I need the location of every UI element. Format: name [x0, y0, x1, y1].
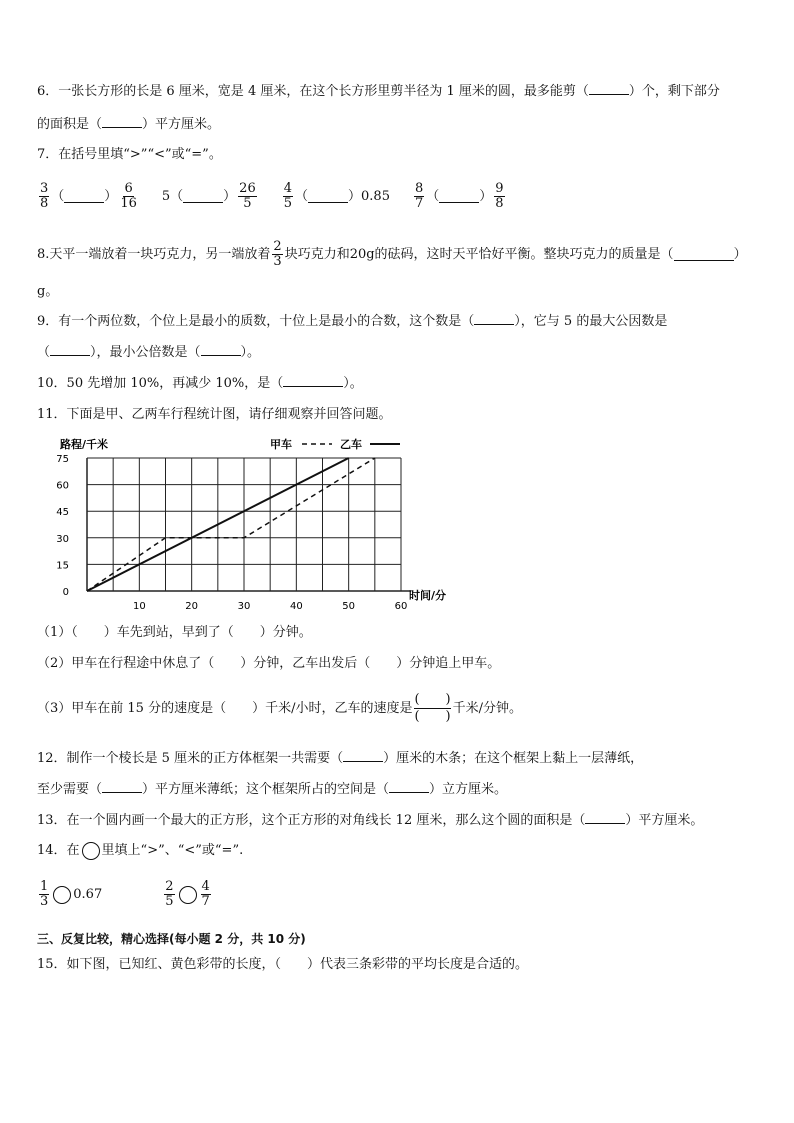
fraction: $\frac{4}{7}$ [201, 879, 210, 909]
q12-line2: 至少需要（ ）平方厘米薄纸；这个框架所占的空间是（ ）立方厘米。 [37, 782, 508, 797]
q14-items [37, 880, 235, 909]
fraction: $\frac{1}{3}$ [40, 879, 49, 909]
q12-blank-2[interactable] [102, 780, 142, 793]
fraction-blank[interactable]: ( ) ( ) [414, 692, 451, 724]
fraction: $\frac{9}{8}$ [495, 181, 504, 211]
q7-item-4: $\frac{8}{7}$ （ ） $\frac{9}{8}$ [414, 181, 504, 211]
q6-line2: 的面积是（ ）平方厘米。 [37, 117, 221, 132]
q12-blank-3[interactable] [389, 780, 429, 793]
q11-sub1: （1）（ ）车先到站，早到了（ ）分钟。 [37, 625, 312, 640]
x-tick-label: 60 [394, 601, 408, 612]
q8-line1: 8.天平一端放着一块巧克力，另一端放着 $\frac{2}{3}$ 块巧克力和20g的砝码，这时天平恰好平衡。整块巧克力的质量是（ ） [37, 239, 747, 269]
q7-blank-1[interactable] [64, 190, 104, 203]
q9-blank-3[interactable] [201, 343, 241, 356]
legend-label-jia: 甲车 [270, 438, 292, 451]
q7-blank-4[interactable] [439, 190, 479, 203]
fraction: $\frac{3}{8}$ [40, 181, 49, 211]
y-tick-label: 0 [62, 587, 69, 598]
q6-line1: 6．一张长方形的长是 6 厘米，宽是 4 厘米，在这个长方形里剪半径为 1 厘米的圆，最多能剪（ ）个，剩下部分 [37, 84, 720, 99]
y-tick-label: 30 [56, 533, 69, 545]
x-tick-label: 50 [342, 601, 356, 612]
q7-item-2: 5 （ ） $\frac{26}{5}$ [161, 181, 256, 211]
fraction: $\frac{8}{7}$ [414, 181, 424, 211]
q12-line1: 12．制作一个棱长是 5 厘米的正方体框架一共需要（ ）厘米的木条；在这个框架上黏上一层薄纸， [37, 751, 644, 766]
q6-blank-2[interactable] [102, 115, 142, 128]
q8-blank[interactable] [674, 248, 734, 261]
fraction: $\frac{2}{5}$ [165, 879, 174, 909]
q9-line2: （ ），最小公倍数是（ ）。 [37, 345, 261, 360]
q15: 15．如下图，已知红、黄色彩带的长度，（ ）代表三条彩带的平均长度是合适的。 [37, 957, 529, 972]
q9-blank-1[interactable] [474, 312, 514, 325]
q7-items [37, 182, 529, 211]
q9-line1: 9．有一个两位数，个位上是最小的质数，十位上是最小的合数，这个数是（ ），它与 5 的最大公因数是 [37, 314, 668, 329]
q7-item-3: $\frac{4}{5}$ （ ） 0.85 [283, 181, 390, 211]
q13: 13．在一个圆内画一个最大的正方形，这个正方形的对角线长 12 厘米，那么这个圆的面积是（ ）平方厘米。 [37, 813, 704, 828]
series-line-jia [87, 458, 375, 591]
travel-line-chart [40, 434, 460, 614]
q14-item-2 [162, 880, 213, 909]
compare-circle-icon[interactable] [179, 886, 197, 904]
fraction: $\frac{2}{3}$ [273, 239, 282, 269]
y-axis-label: 路程/千米 [60, 438, 109, 451]
q12-blank-1[interactable] [343, 749, 383, 762]
x-tick-label: 40 [289, 601, 303, 612]
fraction: $\frac{4}{5}$ [283, 181, 292, 211]
section-title: 三、反复比较，精心选择(每小题 2 分，共 10 分) [37, 932, 306, 946]
q7-item-1: $\frac{3}{8}$ （ ） $\frac{6}{16}$ [40, 181, 137, 211]
q11-sub3: （3）甲车在前 15 分的速度是（ ）千米/小时，乙车的速度是 ( ) ( ) 千米/分钟。 [37, 692, 523, 724]
q14-text: 14．在 里填上“>”、“<”或“=”. [37, 843, 244, 858]
q14-item-1: $\frac{1}{3}$ 0.67 [40, 879, 103, 909]
legend-label-yi: 乙车 [340, 438, 362, 451]
y-tick-label: 75 [56, 454, 69, 465]
y-tick-label: 15 [56, 560, 69, 572]
x-tick-label: 20 [185, 601, 199, 612]
fraction: $\frac{6}{16}$ [120, 181, 137, 211]
q13-blank[interactable] [585, 811, 625, 824]
q7-blank-2[interactable] [183, 190, 223, 203]
compare-circle-icon[interactable] [53, 886, 71, 904]
x-axis-label: 时间/分 [409, 589, 447, 602]
y-tick-label: 60 [56, 480, 69, 492]
fraction: $\frac{26}{5}$ [239, 181, 256, 211]
x-tick-label: 30 [237, 601, 251, 612]
q9-blank-2[interactable] [50, 343, 90, 356]
q10: 10．50 先增加 10%，再减少 10%，是（ ）。 [37, 376, 363, 391]
q10-blank[interactable] [283, 374, 343, 387]
q7-text: 7．在括号里填“>”“<”或“=”。 [37, 147, 222, 162]
q7-blank-3[interactable] [308, 190, 348, 203]
q8-line2: g。 [37, 284, 59, 299]
x-tick-label: 10 [132, 601, 146, 612]
compare-circle-icon [82, 842, 100, 860]
q11-text: 11．下面是甲、乙两车行程统计图，请仔细观察并回答问题。 [37, 407, 392, 422]
q6-blank-1[interactable] [589, 82, 629, 95]
y-tick-label: 45 [56, 507, 69, 519]
q11-sub2: （2）甲车在行程途中休息了（ ）分钟，乙车出发后（ ）分钟追上甲车。 [37, 656, 501, 671]
